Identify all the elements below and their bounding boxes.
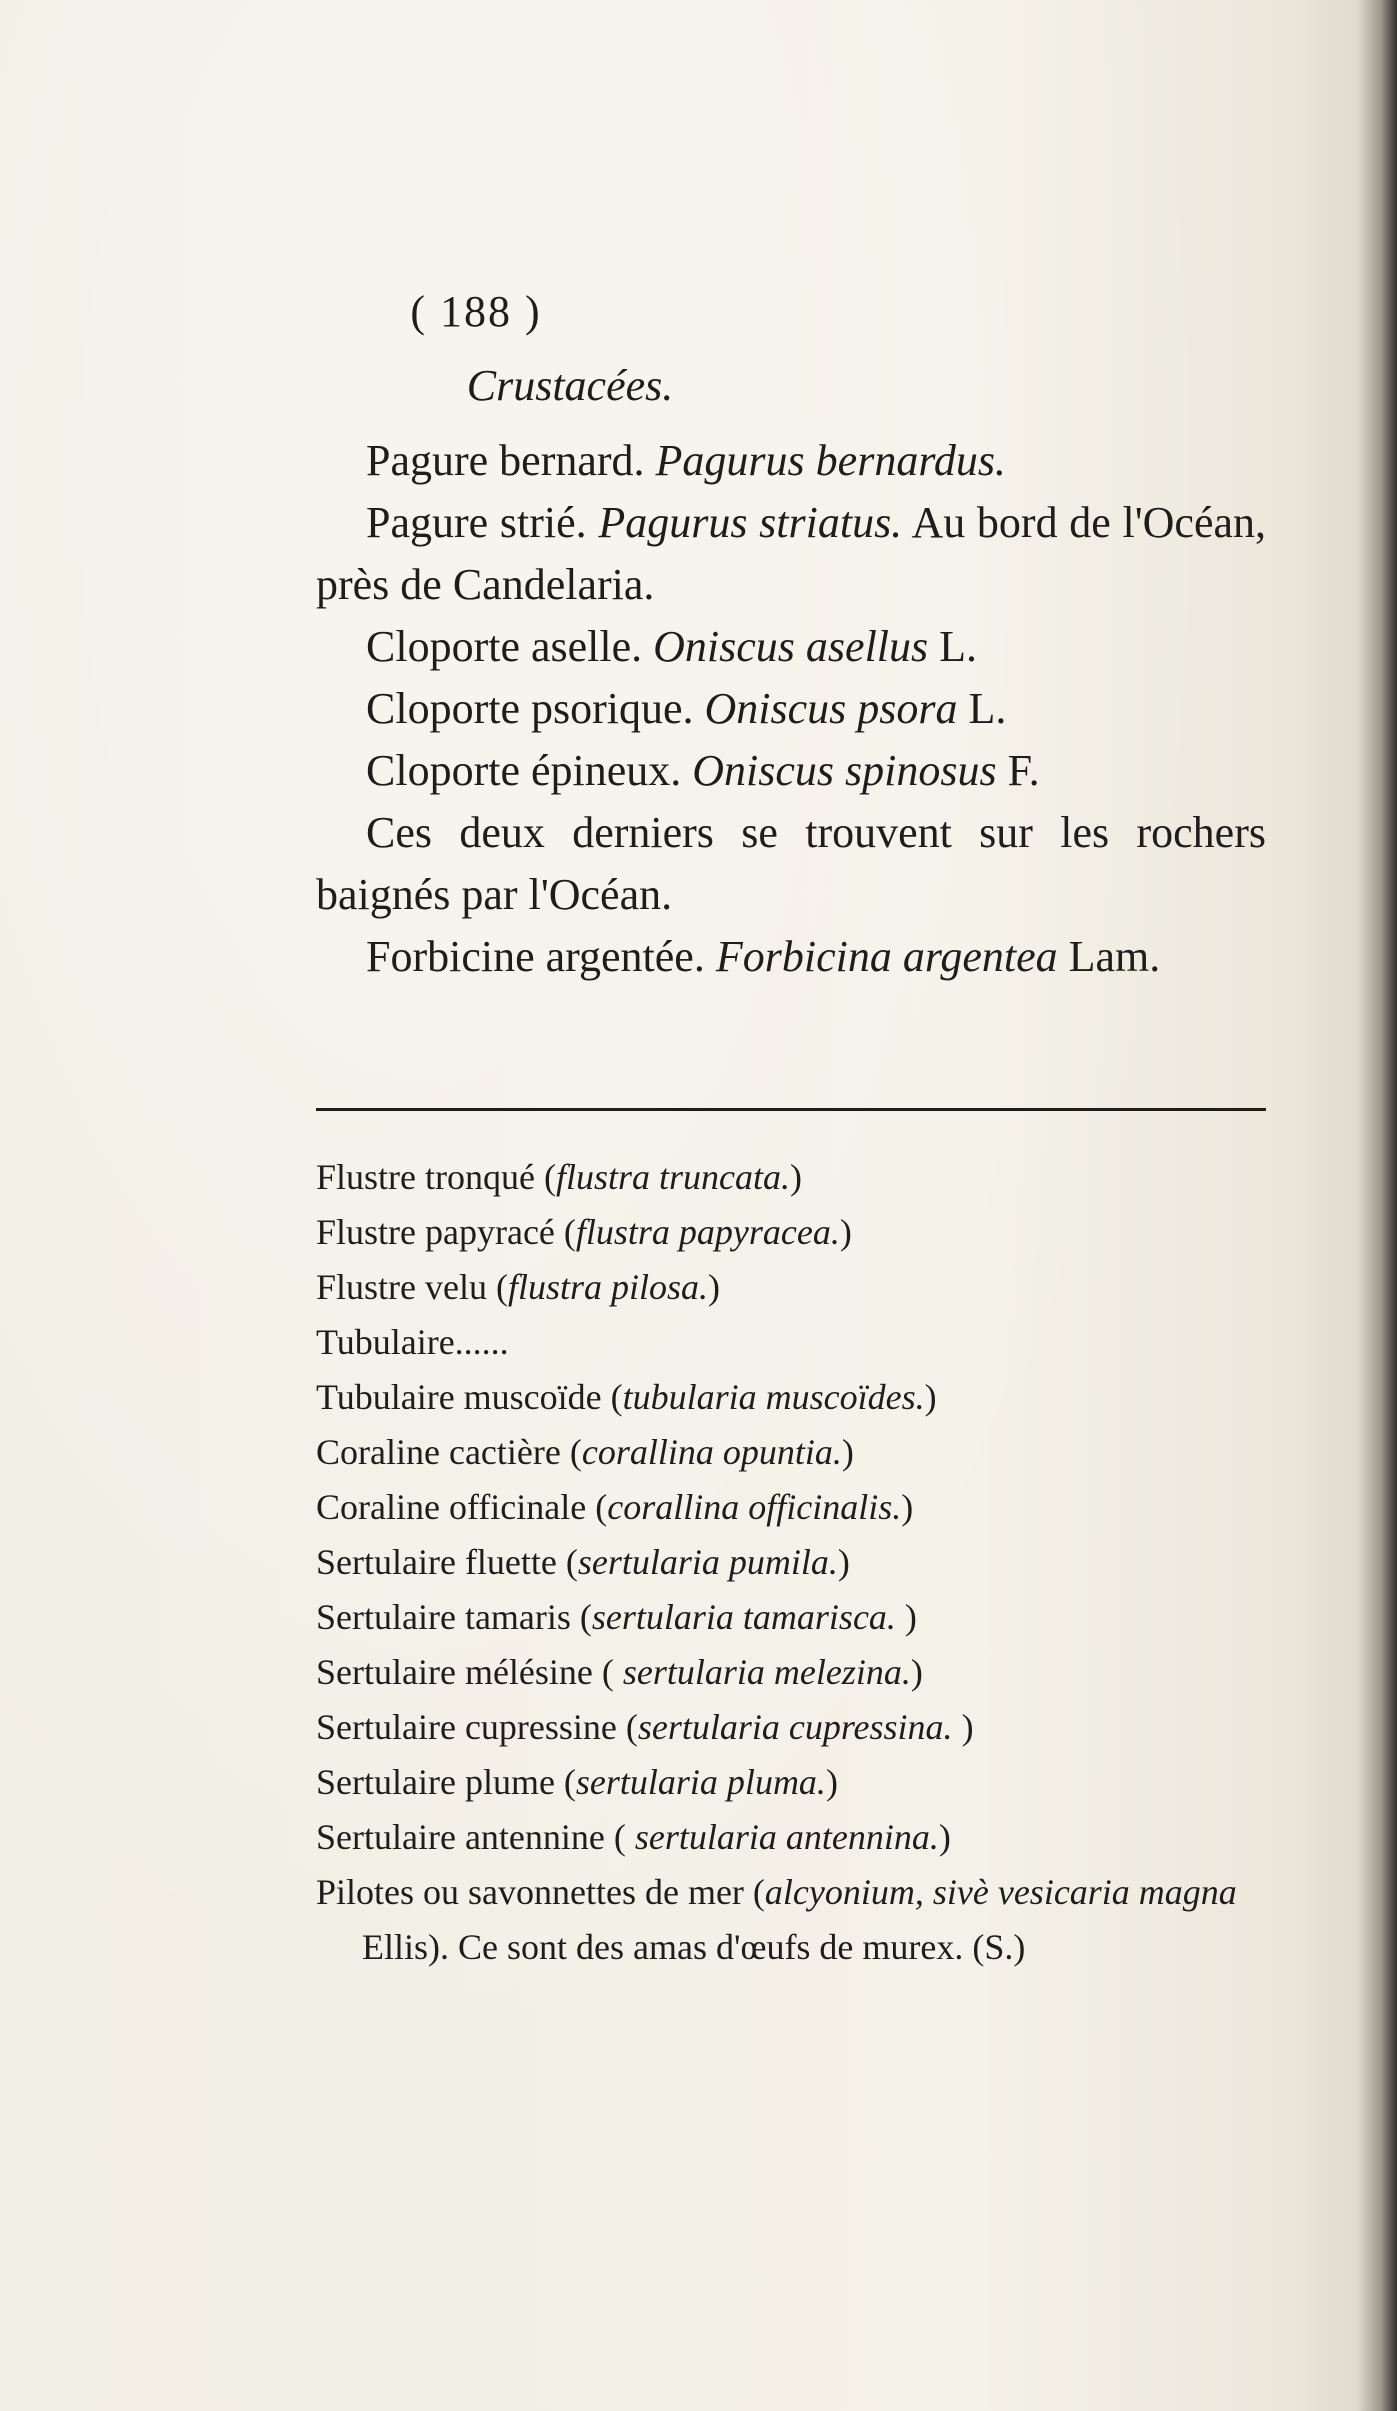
section-divider (316, 1108, 1266, 1111)
entry-latin-name: Pagurus striatus. (598, 498, 903, 547)
item-paren-open: ( (625, 1707, 638, 1747)
entry-latin-name: Oniscus asellus (653, 622, 929, 671)
entry-suffix: Au bord de l'Océan, près de Candelaria. (316, 498, 1267, 609)
item-common-name: Sertulaire tamaris (316, 1597, 580, 1637)
list-item (316, 1645, 1266, 1700)
item-latin-name: flustra pilosa. (507, 1267, 709, 1307)
list-item (316, 1590, 1266, 1645)
item-paren-close: ) (910, 1652, 923, 1692)
item-common-name: Tubulaire...... (316, 1322, 509, 1362)
item-extra: Ellis). Ce sont des amas d'œufs de murex. (S.) (362, 1927, 1026, 1967)
item-paren-close: ) (952, 1707, 974, 1747)
entry-suffix: Lam. (1057, 932, 1161, 981)
item-common-name: Flustre tronqué (316, 1157, 544, 1197)
item-latin-name: sertularia pluma. (575, 1762, 826, 1802)
entry-common-name: Forbicine argentée. (366, 932, 716, 981)
crustacean-list (316, 430, 1266, 988)
item-paren-open: ( (565, 1542, 578, 1582)
item-paren-close: ) (841, 1432, 854, 1472)
list-item (316, 1425, 1266, 1480)
item-paren-close: ) (895, 1597, 917, 1637)
item-common-name: Sertulaire cupressine (316, 1707, 626, 1747)
entry-common-name: Cloporte aselle. (366, 622, 654, 671)
item-latin-name: alcyonium, sivè vesicaria magna (764, 1872, 1237, 1912)
item-common-name: Sertulaire mélésine (316, 1652, 602, 1692)
item-common-name: Flustre velu (316, 1267, 496, 1307)
item-paren-open: ( (563, 1762, 576, 1802)
list-item (316, 1535, 1266, 1590)
item-latin-name: sertularia cupressina. (637, 1707, 953, 1747)
list-item (316, 1315, 1266, 1370)
item-paren-close: ) (924, 1377, 937, 1417)
list-item (316, 1865, 1266, 1975)
entry-latin-name: Oniscus psora (704, 684, 958, 733)
entry-cloporte-epineux (316, 740, 1266, 802)
item-paren-open: ( (610, 1377, 623, 1417)
entry-latin-name: Pagurus bernardus. (655, 436, 1006, 485)
item-paren-open: ( (601, 1652, 623, 1692)
item-paren-open: ( (563, 1212, 576, 1252)
list-item (316, 1700, 1266, 1755)
entry-pagure-bernard (316, 430, 1266, 492)
page-number: ( 188 ) (410, 287, 542, 336)
item-common-name: Coraline cactière (316, 1432, 570, 1472)
item-paren-close: ) (901, 1487, 914, 1527)
list-item (316, 1260, 1266, 1315)
entry-remark (316, 802, 1266, 926)
entry-suffix: L. (957, 684, 1007, 733)
item-common-name: Pilotes ou savonnettes de mer (316, 1872, 753, 1912)
list-item (316, 1150, 1266, 1205)
item-latin-name: sertularia melezina. (622, 1652, 911, 1692)
list-item (316, 1205, 1266, 1260)
item-paren-close: ) (839, 1212, 852, 1252)
item-latin-name: sertularia pumila. (577, 1542, 838, 1582)
list-item (316, 1755, 1266, 1810)
item-latin-name: tubularia muscoïdes. (622, 1377, 925, 1417)
item-paren-open: ( (595, 1487, 608, 1527)
entry-common-name: Cloporte psorique. (366, 684, 705, 733)
item-paren-open: ( (543, 1157, 556, 1197)
item-latin-name: sertularia antennina. (634, 1817, 939, 1857)
item-paren-close: ) (938, 1817, 951, 1857)
item-common-name: Sertulaire fluette (316, 1542, 566, 1582)
book-spine-shadow (1357, 0, 1397, 2411)
entry-cloporte-aselle (316, 616, 1266, 678)
entry-common-name: Pagure strié. (366, 498, 599, 547)
entry-common-name: Pagure bernard. (366, 436, 656, 485)
item-paren-open: ( (495, 1267, 508, 1307)
entry-cloporte-psorique (316, 678, 1266, 740)
item-common-name: Tubulaire muscoïde (316, 1377, 611, 1417)
item-latin-name: flustra truncata. (555, 1157, 791, 1197)
item-common-name: Flustre papyracé (316, 1212, 564, 1252)
list-item (316, 1480, 1266, 1535)
item-paren-close: ) (708, 1267, 721, 1307)
entry-latin-name: Forbicina argentea (715, 932, 1058, 981)
item-paren-close: ) (790, 1157, 803, 1197)
entry-pagure-strie (316, 492, 1266, 616)
list-item (316, 1370, 1266, 1425)
item-latin-name: corallina officinalis. (607, 1487, 902, 1527)
zoophyte-list (316, 1150, 1266, 1975)
item-paren-open: ( (613, 1817, 635, 1857)
item-common-name: Coraline officinale (316, 1487, 596, 1527)
item-paren-close: ) (837, 1542, 850, 1582)
list-item (316, 1810, 1266, 1865)
entry-forbicine-argentee (316, 926, 1266, 988)
item-latin-name: sertularia tamarisca. (591, 1597, 896, 1637)
entry-latin-name: Oniscus spinosus (692, 746, 997, 795)
item-latin-name: corallina opuntia. (581, 1432, 842, 1472)
item-latin-name: flustra papyracea. (575, 1212, 840, 1252)
entry-suffix: L. (928, 622, 978, 671)
item-paren-open: ( (752, 1872, 765, 1912)
item-common-name: Sertulaire antennine (316, 1817, 614, 1857)
item-paren-open: ( (579, 1597, 592, 1637)
item-paren-close: ) (825, 1762, 838, 1802)
item-paren-open: ( (569, 1432, 582, 1472)
entry-suffix: F. (996, 746, 1040, 795)
entry-common-name: Cloporte épineux. (366, 746, 693, 795)
entry-common-name: Ces deux derniers se trouvent sur les rochers baignés par l'Océan. (316, 808, 1266, 919)
section-title: Crustacées. (466, 361, 674, 410)
item-common-name: Sertulaire plume (316, 1762, 564, 1802)
